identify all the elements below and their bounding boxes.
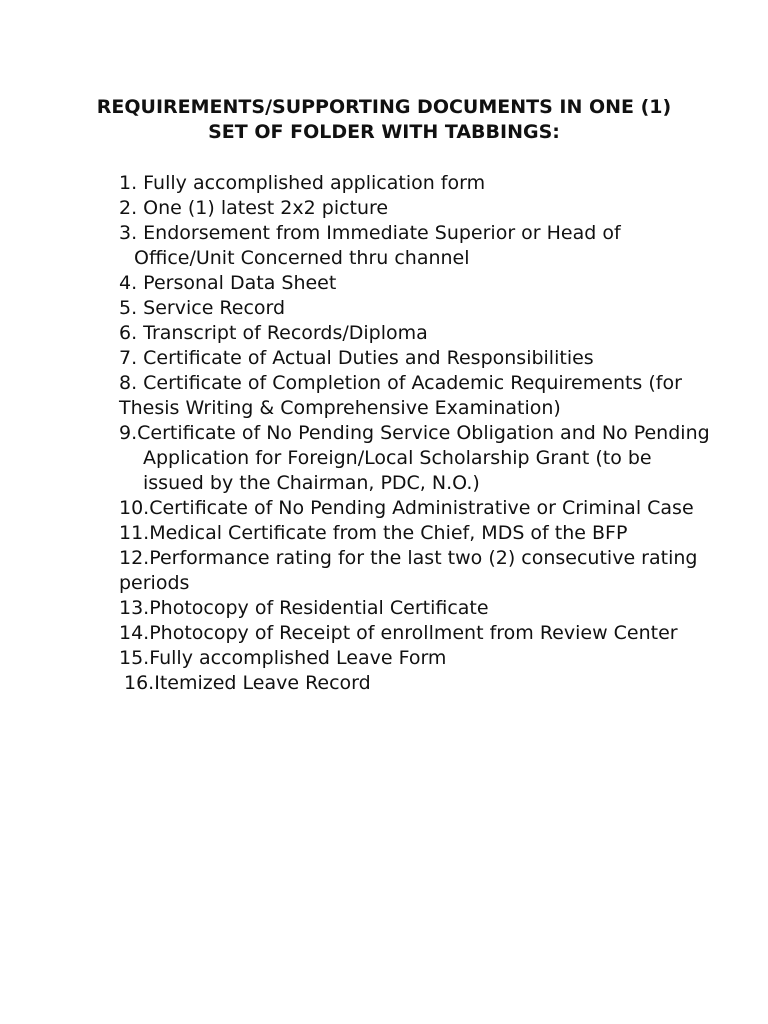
list-item: 9.Certificate of No Pending Service Obligation and No Pending <box>119 422 710 444</box>
list-item: 10.Certificate of No Pending Administrative or Criminal Case <box>119 497 694 519</box>
list-item: 16.Itemized Leave Record <box>124 672 371 694</box>
list-item: 15.Fully accomplished Leave Form <box>119 647 447 669</box>
list-item: 11.Medical Certificate from the Chief, MDS of the BFP <box>119 522 628 544</box>
list-item: 8. Certificate of Completion of Academic Requirements (for <box>119 372 682 394</box>
document-title-line-1: REQUIREMENTS/SUPPORTING DOCUMENTS IN ONE (1) <box>96 96 672 118</box>
list-item-continuation: Application for Foreign/Local Scholarship Grant (to be <box>143 447 652 469</box>
list-item: 3. Endorsement from Immediate Superior or Head of <box>119 222 621 244</box>
list-item: 12.Performance rating for the last two (2) consecutive rating <box>119 547 698 569</box>
list-item-continuation: Thesis Writing & Comprehensive Examination) <box>119 397 561 419</box>
list-item: 5. Service Record <box>119 297 286 319</box>
list-item: 4. Personal Data Sheet <box>119 272 337 294</box>
list-item: 14.Photocopy of Receipt of enrollment from Review Center <box>119 622 678 644</box>
list-item-continuation: Office/Unit Concerned thru channel <box>134 247 470 269</box>
list-item: 1. Fully accomplished application form <box>119 172 486 194</box>
list-item: 6. Transcript of Records/Diploma <box>119 322 428 344</box>
list-item-continuation: periods <box>119 572 190 594</box>
list-item: 2. One (1) latest 2x2 picture <box>119 197 389 219</box>
list-item-continuation: issued by the Chairman, PDC, N.O.) <box>143 472 480 494</box>
document-title-line-2: SET OF FOLDER WITH TABBINGS: <box>208 121 560 143</box>
list-item: 13.Photocopy of Residential Certificate <box>119 597 489 619</box>
list-item: 7. Certificate of Actual Duties and Responsibilities <box>119 347 594 369</box>
